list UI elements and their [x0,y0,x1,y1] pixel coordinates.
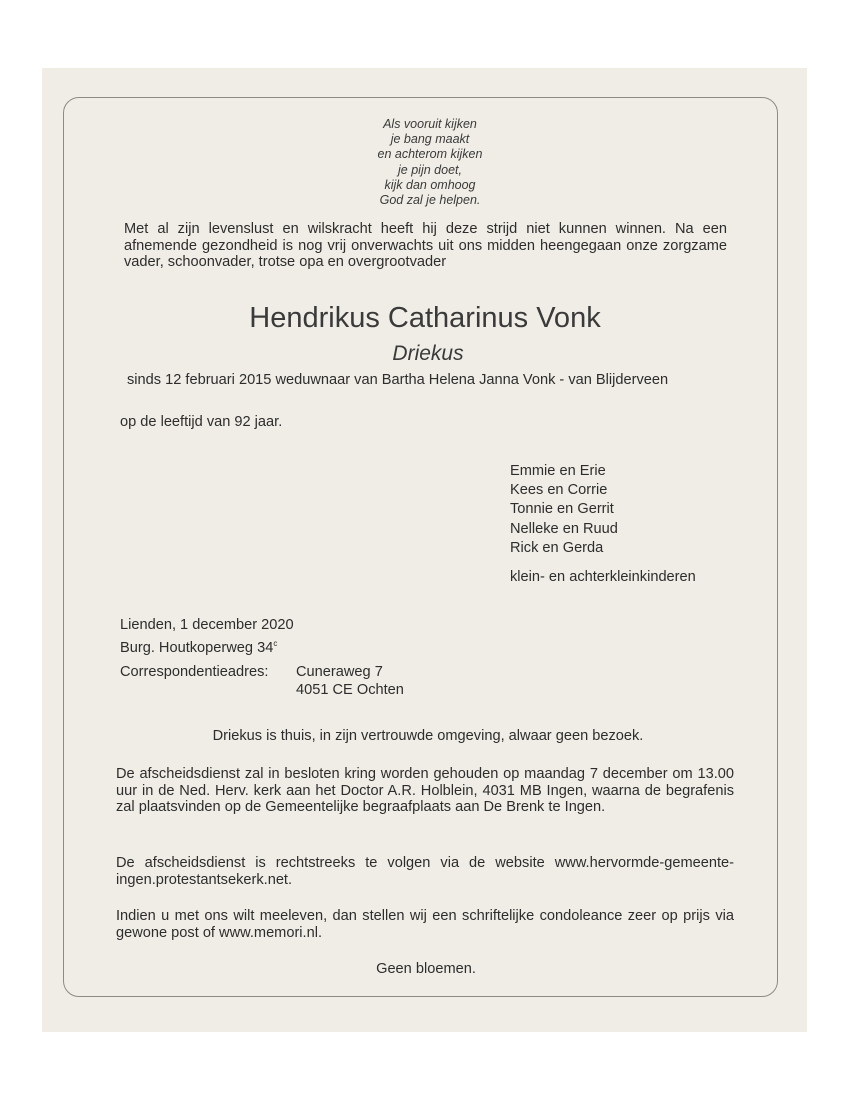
deceased-name: Hendrikus Catharinus Vonk [249,302,601,334]
home-address-street: Burg. Houtkoperweg 34 [120,640,274,656]
livestream-paragraph: De afscheidsdienst is rechtstreeks te volgen via de website www.hervormde-gemeente-ingen.protestantsekerk.net. [116,855,734,888]
family-member: Kees en Corrie [510,482,608,499]
poem-line: God zal je helpen. [379,193,481,208]
family-member: Nelleke en Ruud [510,520,618,537]
correspondence-postcode-city: 4051 CE Ochten [296,682,404,698]
poem-line: je bang maakt [390,132,470,147]
poem-line: kijk dan omhoog [384,177,476,192]
family-list [510,462,696,587]
home-address-suffix: c [273,639,278,648]
grandchildren-line: klein- en achterkleinkinderen [510,569,696,586]
family-member: Tonnie en Gerrit [510,501,614,518]
intro-paragraph: Met al zijn levenslust en wilskracht heeft hij deze strijd niet kunnen winnen. Na een afnemende gezondheid is nog vrij onverwachts uit ons midden heengegaan onze zorgzame vader, schoonvader, trotse opa en overgrootvader [124,221,727,271]
deceased-nickname: Driekus [392,342,464,365]
service-paragraph: De afscheidsdienst zal in besloten kring worden gehouden op maandag 7 december om 13.00 uur in de Ned. Herv. kerk aan het Doctor A.R. Holblein, 4031 MB Ingen, waarna de begrafenis zal plaatsvinden op de Gemeentelijke begraafplaats aan De Brenk te Ingen. [116,766,734,816]
age-line: op de leeftijd van 92 jaar. [120,414,283,430]
poem-line: je pijn doet, [398,162,462,177]
poem [300,117,560,208]
home-address [120,636,277,657]
family-member: Emmie en Erie [510,463,606,479]
condolence-paragraph: Indien u met ons wilt meeleven, dan stellen wij een schriftelijke condoleance zeer op prijs via gewone post of www.memori.nl. [116,908,734,941]
correspondence-label: Correspondentieadres: [120,664,269,680]
place-date: Lienden, 1 december 2020 [120,617,294,633]
at-home-notice: Driekus is thuis, in zijn vertrouwde omgeving, alwaar geen bezoek. [212,728,644,744]
no-flowers: Geen bloemen. [376,961,476,977]
poem-line: en achterom kijken [377,147,483,162]
widower-line: sinds 12 februari 2015 weduwnaar van Bartha Helena Janna Vonk - van Blijderveen [127,372,669,388]
family-member: Rick en Gerda [510,539,604,556]
poem-line: Als vooruit kijken [383,117,477,131]
correspondence-street: Cuneraweg 7 [296,664,383,680]
